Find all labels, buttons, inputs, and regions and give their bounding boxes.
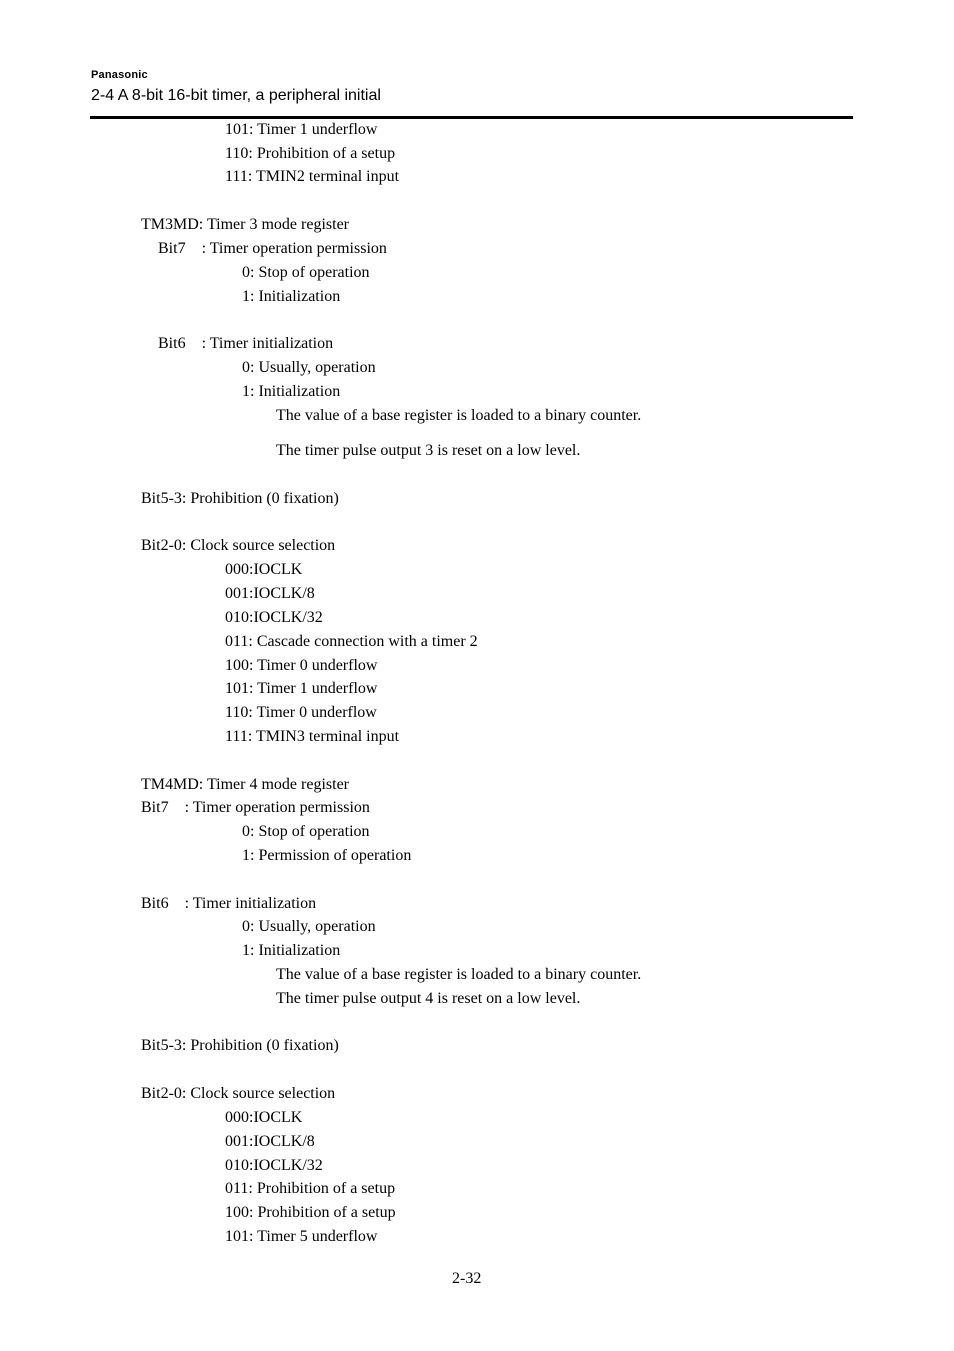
- text-line: The value of a base register is loaded to a binary counter.: [276, 966, 642, 983]
- text-line: 1: Initialization: [242, 288, 341, 305]
- brand-logo: Panasonic: [91, 69, 148, 81]
- bit-description: Bit5-3: Prohibition (0 fixation): [141, 1037, 339, 1054]
- page-number: 2-32: [452, 1270, 482, 1287]
- text-line: The timer pulse output 4 is reset on a low level.: [276, 990, 581, 1007]
- text-line: 010:IOCLK/32: [225, 609, 323, 626]
- text-line: The timer pulse output 3 is reset on a low level.: [276, 442, 581, 459]
- text-line: 001:IOCLK/8: [225, 1133, 315, 1150]
- text-line: 101: Timer 5 underflow: [225, 1228, 378, 1245]
- text-line: 101: Timer 1 underflow: [225, 121, 378, 138]
- text-line: 000:IOCLK: [225, 1109, 303, 1126]
- bit-description: Bit7 : Timer operation permission: [141, 799, 370, 816]
- bit-description: Bit6 : Timer initialization: [141, 895, 317, 912]
- text-line: 110: Timer 0 underflow: [225, 704, 377, 721]
- text-line: 001:IOCLK/8: [225, 585, 315, 602]
- bit-description: Bit5-3: Prohibition (0 fixation): [141, 490, 339, 507]
- text-line: 010:IOCLK/32: [225, 1157, 323, 1174]
- bit-description: Bit6 : Timer initialization: [158, 335, 334, 352]
- header-rule: [90, 116, 853, 119]
- register-heading: TM4MD: Timer 4 mode register: [141, 776, 349, 793]
- bit-description: Bit2-0: Clock source selection: [141, 537, 336, 554]
- text-line: 101: Timer 1 underflow: [225, 680, 378, 697]
- text-line: 011: Prohibition of a setup: [225, 1180, 396, 1197]
- text-line: The value of a base register is loaded to a binary counter.: [276, 407, 642, 424]
- text-line: 100: Prohibition of a setup: [225, 1204, 396, 1221]
- text-line: 110: Prohibition of a setup: [225, 145, 396, 162]
- text-line: 000:IOCLK: [225, 561, 303, 578]
- text-line: 011: Cascade connection with a timer 2: [225, 633, 478, 650]
- text-line: 0: Usually, operation: [242, 918, 376, 935]
- text-line: 111: TMIN3 terminal input: [225, 728, 400, 745]
- bit-description: Bit2-0: Clock source selection: [141, 1085, 336, 1102]
- text-line: 111: TMIN2 terminal input: [225, 168, 400, 185]
- text-line: 0: Stop of operation: [242, 264, 370, 281]
- text-line: 0: Usually, operation: [242, 359, 376, 376]
- text-line: 1: Permission of operation: [242, 847, 412, 864]
- register-heading: TM3MD: Timer 3 mode register: [141, 216, 349, 233]
- text-line: 1: Initialization: [242, 383, 341, 400]
- text-line: 0: Stop of operation: [242, 823, 370, 840]
- section-title: 2-4 A 8-bit 16-bit timer, a peripheral initial: [91, 87, 381, 104]
- text-line: 1: Initialization: [242, 942, 341, 959]
- bit-description: Bit7 : Timer operation permission: [158, 240, 387, 257]
- text-line: 100: Timer 0 underflow: [225, 657, 378, 674]
